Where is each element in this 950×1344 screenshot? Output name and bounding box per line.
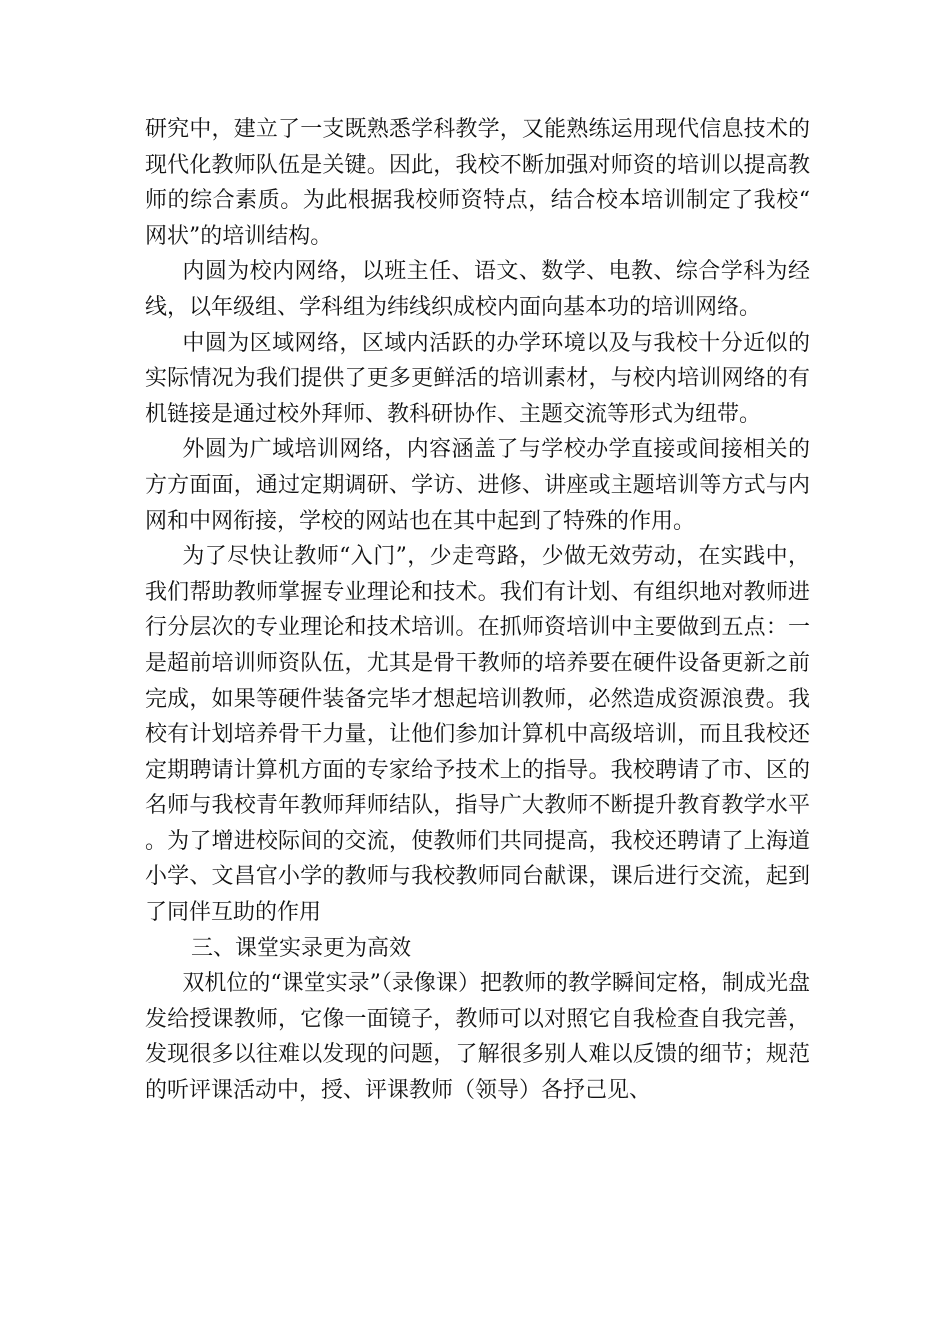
section-heading: 三、课堂实录更为高效 (191, 935, 412, 961)
paragraph-1: 研究中，建立了一支既熟悉学科教学，又能熟练运用现代信息技术的现代化教师队伍是关键。因此，我校不断加强对师资的培训以提高教师的综合素质。为此根据我校师资特点，结合校本培训制定了我校“网状”的培训结构。 (145, 117, 810, 249)
document-page (145, 112, 810, 1109)
paragraph-6: 双机位的“课堂实录”（录像课）把教师的教学瞬间定格，制成光盘发给授课教师，它像一面镜子，教师可以对照它自我检查自我完善，发现很多以往难以发现的问题，了解很多别人难以反馈的细节；规范的听评课活动中，授、评课教师（领导）各抒己见、 (145, 971, 810, 1104)
paragraph-2: 内圆为校内网络，以班主任、语文、数学、电教、综合学科为经线，以年级组、学科组为纬线织成校内面向基本功的培训网络。 (145, 259, 810, 320)
paragraph-3: 中圆为区域网络，区域内活跃的办学环境以及与我校十分近似的实际情况为我们提供了更多更鲜活的培训素材，与校内培训网络的有机链接是通过校外拜师、教科研协作、主题交流等形式为纽带。 (145, 330, 810, 427)
paragraph-5: 为了尽快让教师“入门”，少走弯路，少做无效劳动，在实践中，我们帮助教师掌握专业理论和技术。我们有计划、有组织地对教师进行分层次的专业理论和技术培训。在抓师资培训中主要做到五点：一是超前培训师资队伍，尤其是骨干教师的培养要在硬件设备更新之前完成，如果等硬件装备完毕才想起培训教师，必然造成资源浪费。我校有计划培养骨干力量，让他们参加计算机中高级培训，而且我校还定期聘请计算机方面的专家给予技术上的指导。我校聘请了市、区的名师与我校青年教师拜师结队，指导广大教师不断提升教育教学水平。为了增进校际间的交流，使教师们共同提高，我校还聘请了上海道小学、文昌官小学的教师与我校教师同台献课，课后进行交流，起到了同伴互助的作用 (145, 544, 810, 926)
paragraph-4: 外圆为广域培训网络，内容涵盖了与学校办学直接或间接相关的方方面面，通过定期调研、学访、进修、讲座或主题培训等方式与内网和中网衔接，学校的网站也在其中起到了特殊的作用。 (145, 437, 810, 534)
